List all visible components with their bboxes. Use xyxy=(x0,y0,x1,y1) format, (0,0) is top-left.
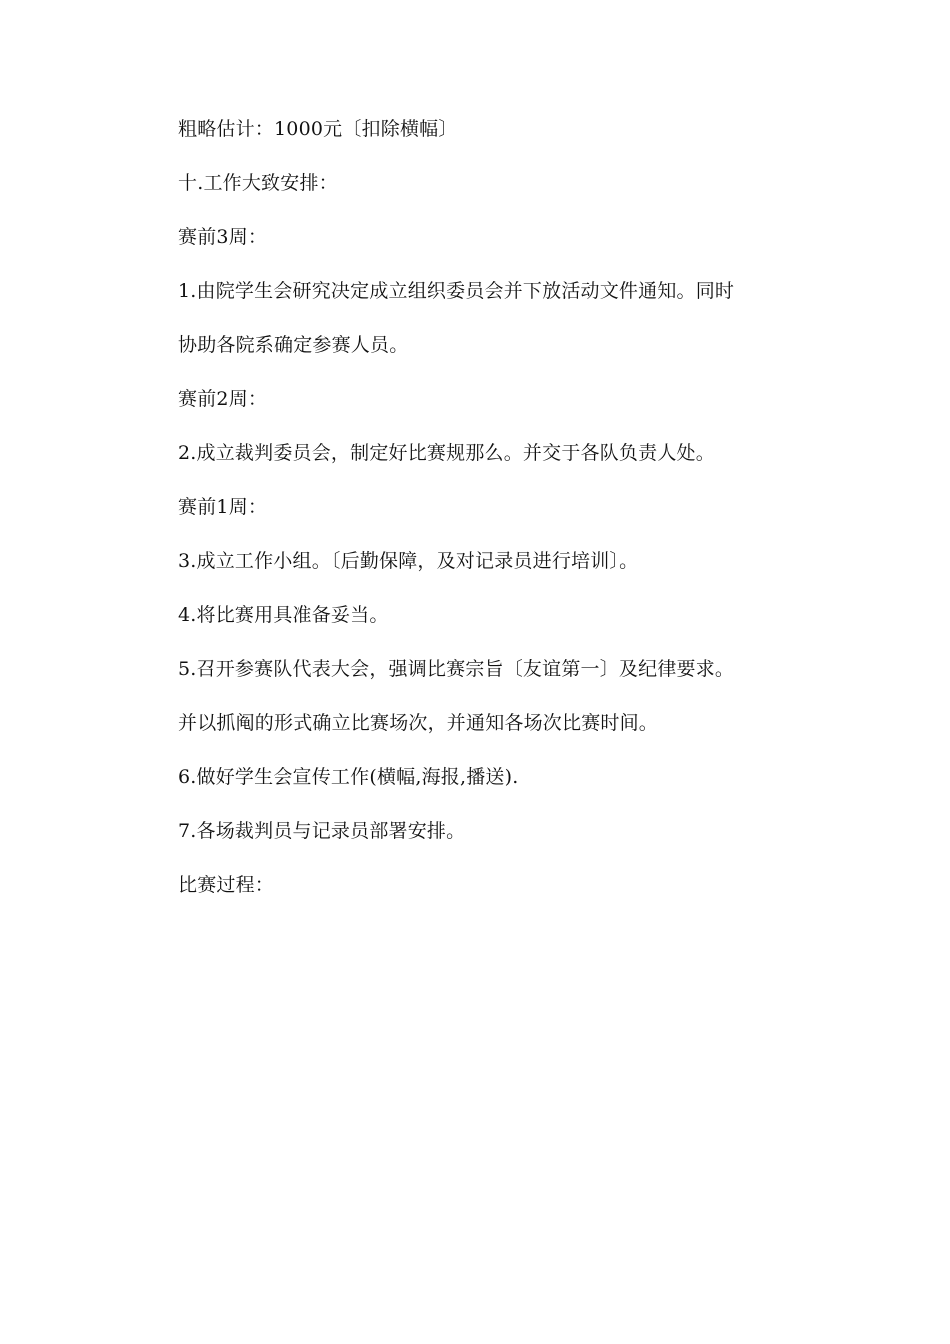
task-item-1-continued: 协助各院系确定参赛人员。 xyxy=(178,334,409,356)
task-item-5-continued: 并以抓阄的形式确立比赛场次，并通知各场次比赛时间。 xyxy=(178,712,659,734)
document-body xyxy=(178,111,828,921)
phase-heading-2-weeks: 赛前2周： xyxy=(178,388,268,410)
phase-heading-1-week: 赛前1周： xyxy=(178,496,268,518)
task-item-5: 5.召开参赛队代表大会，强调比赛宗旨〔友谊第一〕及纪律要求。 xyxy=(178,658,735,680)
task-item-6: 6.做好学生会宣传工作(横幅,海报,播送). xyxy=(178,766,519,788)
task-item-4: 4.将比赛用具准备妥当。 xyxy=(178,604,389,626)
section-heading-work-arrangement: 十.工作大致安排： xyxy=(178,172,338,194)
section-heading-match-process: 比赛过程： xyxy=(178,874,275,896)
phase-heading-3-weeks: 赛前3周： xyxy=(178,226,268,248)
task-item-3: 3.成立工作小组。〔后勤保障，及对记录员进行培训〕。 xyxy=(178,550,639,572)
task-item-1: 1.由院学生会研究决定成立组织委员会并下放活动文件通知。同时 xyxy=(178,280,735,302)
budget-estimate-line: 粗略估计：1000元〔扣除横幅〕 xyxy=(178,118,458,140)
task-item-7: 7.各场裁判员与记录员部署安排。 xyxy=(178,820,466,842)
task-item-2: 2.成立裁判委员会，制定好比赛规那么。并交于各队负责人处。 xyxy=(178,442,715,464)
